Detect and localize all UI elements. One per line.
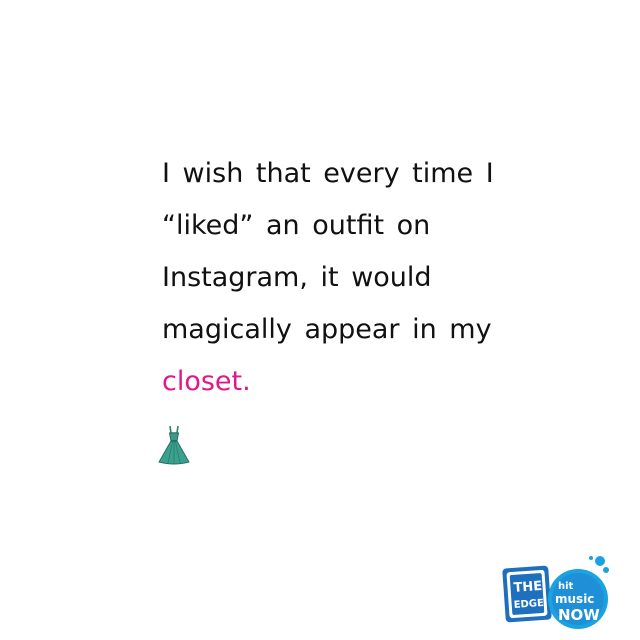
quote-line-2: “liked” an outfit on bbox=[162, 210, 431, 241]
quote-highlight-word: closet. bbox=[162, 366, 251, 397]
logo-edge-text: EDGE bbox=[513, 597, 545, 611]
logo-now-text: NOW bbox=[558, 606, 600, 624]
quote-text bbox=[162, 148, 522, 408]
logo-the-text: THE bbox=[513, 578, 543, 596]
the-edge-logo bbox=[500, 553, 612, 635]
logo-hit-text: hit bbox=[558, 581, 574, 592]
logo-music-text: music bbox=[555, 592, 595, 606]
quote-line-1: I wish that every time I bbox=[162, 158, 494, 189]
quote-line-3: Instagram, it would bbox=[162, 262, 432, 293]
dress-icon bbox=[157, 424, 191, 466]
quote-line-4: magically appear in my bbox=[162, 314, 492, 345]
